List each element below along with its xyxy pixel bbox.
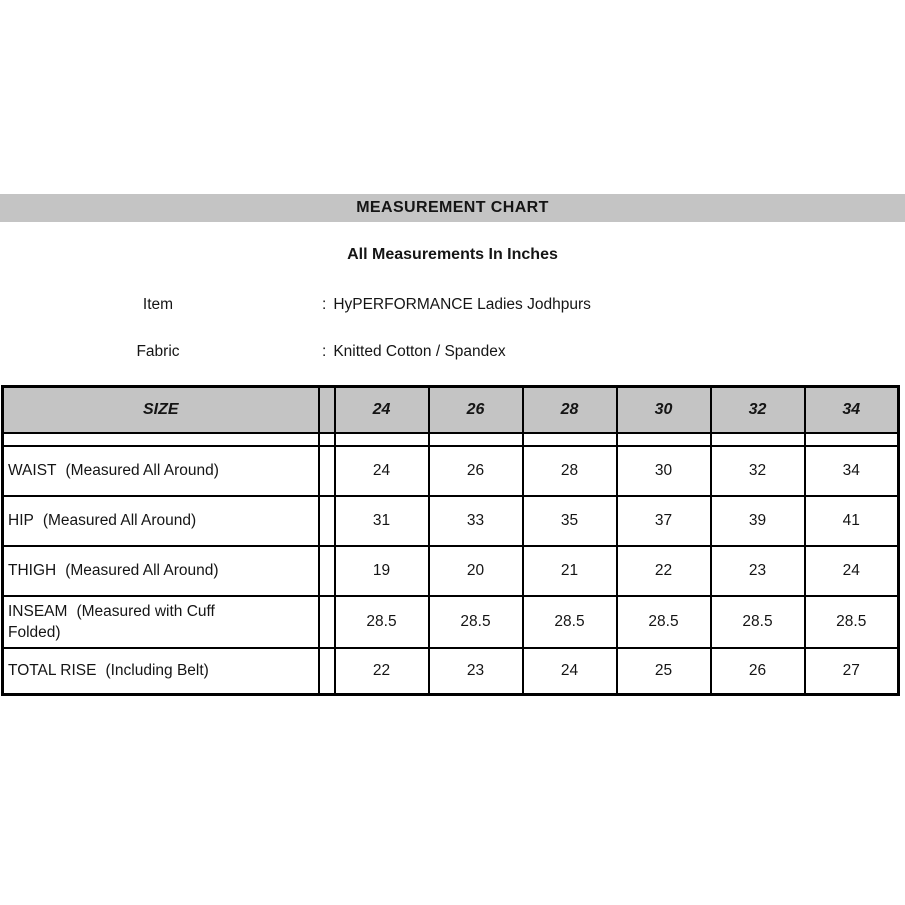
fabric-value-text: Knitted Cotton / Spandex <box>333 343 506 360</box>
size-col-24: 24 <box>335 387 429 433</box>
waist-28: 28 <box>523 446 617 496</box>
gap-cell <box>805 433 899 446</box>
size-col-34: 34 <box>805 387 899 433</box>
gap-cell <box>429 433 523 446</box>
item-label: Item <box>142 296 174 313</box>
item-value-text: HyPERFORMANCE Ladies Jodhpurs <box>333 296 591 313</box>
info-row-item <box>0 296 905 314</box>
row-name: HIP <box>8 512 34 529</box>
table-row-waist <box>3 446 899 496</box>
gap-cell <box>335 433 429 446</box>
inseam-30: 28.5 <box>617 596 711 648</box>
hip-28: 35 <box>523 496 617 546</box>
inseam-26: 28.5 <box>429 596 523 648</box>
total-rise-32: 26 <box>711 648 805 695</box>
waist-30: 30 <box>617 446 711 496</box>
row-name: WAIST <box>8 462 57 479</box>
header-spacer-cell <box>319 387 335 433</box>
waist-26: 26 <box>429 446 523 496</box>
title-band <box>0 194 905 222</box>
hip-label-cell <box>3 496 319 546</box>
table-header-row <box>3 387 899 433</box>
spacer-cell <box>319 496 335 546</box>
hip-26: 33 <box>429 496 523 546</box>
page-title: MEASUREMENT CHART <box>356 199 549 216</box>
inseam-34: 28.5 <box>805 596 899 648</box>
row-note: (Including Belt) <box>105 662 209 680</box>
total-rise-24: 22 <box>335 648 429 695</box>
row-note: (Measured All Around) <box>65 462 219 479</box>
row-note: (Measured All Around) <box>65 562 219 579</box>
waist-24: 24 <box>335 446 429 496</box>
thigh-label-cell <box>3 546 319 596</box>
size-table <box>1 385 900 696</box>
size-col-26: 26 <box>429 387 523 433</box>
table-gap-row <box>3 433 899 446</box>
gap-cell <box>319 433 335 446</box>
size-col-32: 32 <box>711 387 805 433</box>
gap-cell <box>523 433 617 446</box>
waist-34: 34 <box>805 446 899 496</box>
thigh-32: 23 <box>711 546 805 596</box>
table-row-total-rise <box>3 648 899 695</box>
inseam-32: 28.5 <box>711 596 805 648</box>
row-note: (Measured All Around) <box>42 512 197 529</box>
thigh-26: 20 <box>429 546 523 596</box>
inseam-28: 28.5 <box>523 596 617 648</box>
item-colon: : <box>322 296 327 313</box>
item-value <box>322 296 591 314</box>
waist-32: 32 <box>711 446 805 496</box>
total-rise-label-cell <box>3 648 319 695</box>
total-rise-28: 24 <box>523 648 617 695</box>
spacer-cell <box>319 596 335 648</box>
subtitle: All Measurements In Inches <box>347 246 558 263</box>
thigh-24: 19 <box>335 546 429 596</box>
spacer-cell <box>319 648 335 695</box>
size-col-28: 28 <box>523 387 617 433</box>
waist-label-cell <box>3 446 319 496</box>
hip-32: 39 <box>711 496 805 546</box>
thigh-28: 21 <box>523 546 617 596</box>
hip-24: 31 <box>335 496 429 546</box>
table-row-inseam <box>3 596 899 648</box>
size-header-cell: SIZE <box>3 387 319 433</box>
row-name: THIGH <box>8 562 57 579</box>
table-row-thigh <box>3 546 899 596</box>
row-name: INSEAM <box>8 602 68 620</box>
inseam-24: 28.5 <box>335 596 429 648</box>
spacer-cell <box>319 546 335 596</box>
inseam-label-cell <box>3 596 319 648</box>
total-rise-34: 27 <box>805 648 899 695</box>
fabric-colon: : <box>322 343 327 360</box>
spacer-cell <box>319 446 335 496</box>
hip-30: 37 <box>617 496 711 546</box>
row-note: (Measured with Cuff Folded) <box>8 602 215 641</box>
info-row-fabric <box>0 343 905 361</box>
table-row-hip <box>3 496 899 546</box>
fabric-label: Fabric <box>136 343 180 360</box>
fabric-value <box>322 343 506 361</box>
gap-cell <box>711 433 805 446</box>
gap-cell <box>3 433 319 446</box>
size-col-30: 30 <box>617 387 711 433</box>
thigh-30: 22 <box>617 546 711 596</box>
row-name: TOTAL RISE <box>8 662 97 680</box>
thigh-34: 24 <box>805 546 899 596</box>
total-rise-26: 23 <box>429 648 523 695</box>
hip-34: 41 <box>805 496 899 546</box>
total-rise-30: 25 <box>617 648 711 695</box>
gap-cell <box>617 433 711 446</box>
